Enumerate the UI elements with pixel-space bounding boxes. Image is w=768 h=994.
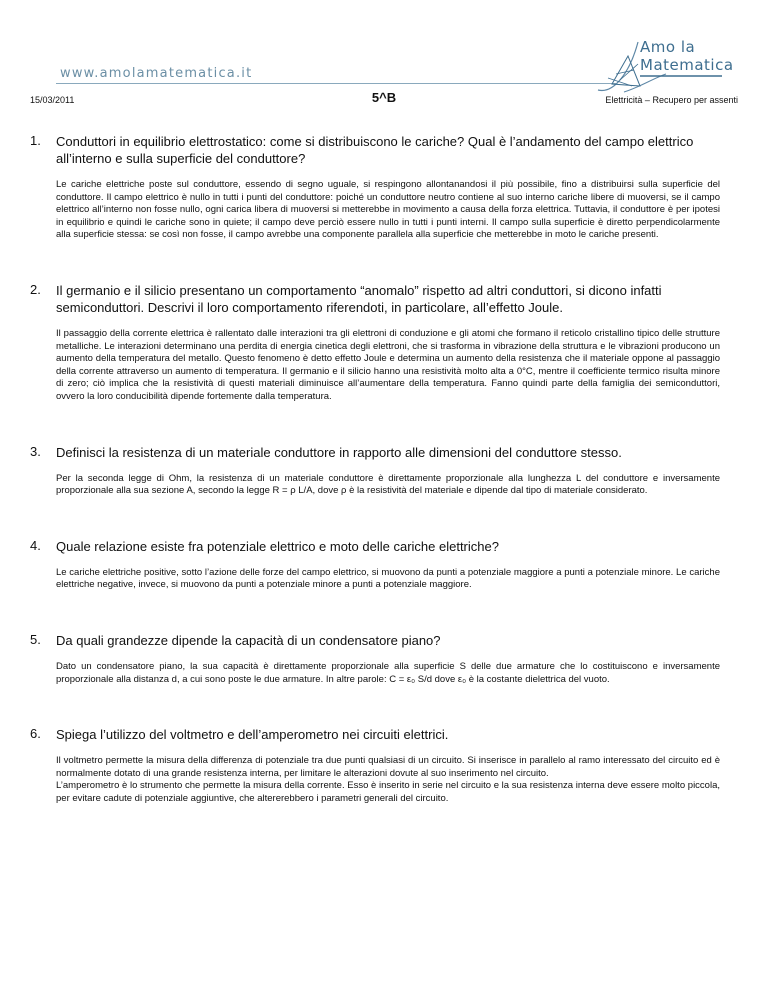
answer-text [56,661,720,686]
site-url: www.amolamatematica.it [60,66,253,81]
questions-list [30,133,720,845]
page-header [0,0,768,120]
answer-text [56,328,720,404]
question-text: Il germanio e il silicio presentano un comportamento “anomalo” rispetto ad altri conduttori, si dicono infatti semiconduttori. Descrivi il loro comportamento riferendoti, in particolare, all’effetto Joule. [56,282,662,315]
question-item [30,538,720,592]
question-number: 6. [30,726,41,742]
question-item [30,282,720,404]
amo-la-matematica-logo [594,34,734,96]
answer-text [56,473,720,498]
answer-paragraph: Il voltmetro permette la misura della differenza di potenziale tra due punti qualsiasi di un circuito. Si inserisce in parallelo al ramo interessato del circuito ed è normalmente dotato di una grande resistenza interna, per limitare le alterazioni dovute al suo inserimento nel circuito. [56,755,720,779]
question-number: 3. [30,443,41,459]
document-subject: Elettricità – Recupero per assenti [605,95,738,105]
answer-paragraph: Dato un condensatore piano, la sua capacità è direttamente proporzionale alla superficie S delle due armature che lo costituiscono e inversamente proporzionale alla distanza d, a cui sono poste le due armature. In altre parole: C = ε₀ S/d dove ε₀ è la costante dielettrica del vuoto. [56,660,720,685]
question-number: 5. [30,631,41,647]
logo-text-line2: Matematica [640,56,734,74]
question-item [30,444,720,498]
answer-text [56,179,720,242]
question-text: Quale relazione esiste fra potenziale elettrico e moto delle cariche elettriche? [56,538,499,554]
question-text: Spiega l’utilizzo del voltmetro e dell’amperometro nei circuiti elettrici. [56,727,449,743]
document-date: 15/03/2011 [30,95,75,105]
answer-paragraph: Per la seconda legge di Ohm, la resistenza di un materiale conduttore è direttamente proporzionale alla lunghezza L del conduttore e inversamente proporzionale alla sua sezione A, secondo la legge R = ρ L/A, dove ρ è la resistività del materiale e dipende dal tipo di materiale considerato. [56,472,720,497]
question-number: 4. [30,537,41,553]
answer-paragraph: Le cariche elettriche positive, sotto l’azione delle forze del campo elettrico, si muovono da punti a potenziale maggiore a punti a potenziale minore. Le cariche elettriche negative, invece, si muovono da punti a potenziale minore a punti a potenziale maggiore. [56,566,720,591]
answer-text [56,567,720,592]
question-item [30,133,720,242]
question-item [30,632,720,686]
logo-text-line1: Amo la [640,38,696,56]
question-number: 2. [30,281,41,297]
class-label: 5^B [371,90,397,105]
question-text: Da quali grandezze dipende la capacità di un condensatore piano? [56,632,441,648]
question-text: Definisci la resistenza di un materiale conduttore in rapporto alle dimensioni del conduttore stesso. [56,444,622,460]
answer-text [56,755,720,805]
question-item [30,726,720,805]
question-number: 1. [30,133,41,148]
header-divider [56,83,616,84]
answer-paragraph: Il passaggio della corrente elettrica è rallentato dalle interazioni tra gli elettroni di conduzione e gli atomi che formano il reticolo cristallino tipico delle strutture metalliche. Le interazioni determinano una perdita di energia cinetica degli elettroni, che si trasforma in vibrazione della struttura e le vibrazioni producono un aumento della temperatura del metallo. Questo fenomeno è detto effetto Joule e determina un aumento della resistenza che il materiale oppone al passaggio della corrente attraverso un aumento di temperatura. Il germanio e il silicio hanno una resistività molto alta a 0°C, mentre il coefficiente termico risulta minore di zero; ciò implica che la resistività di questi materiali diminuisce all’aumentare della temperatura. Fanno quindi parte della famiglia dei semiconduttori, ovvero la loro conducibilità dipende fortemente dalla temperatura. [56,327,720,402]
answer-paragraph: L’amperometro è lo strumento che permette la misura della corrente. Esso è inserito in serie nel circuito e la sua resistenza interna deve essere molto piccola, per evitare cadute di potenziale aggiuntive, che altererebbero i parametri generali del circuito. [56,780,720,804]
question-text: Conduttori in equilibrio elettrostatico: come si distribuiscono le cariche? Qual è l’andamento del campo elettrico all’interno e sulla superficie del conduttore? [56,134,694,166]
answer-paragraph: Le cariche elettriche poste sul conduttore, essendo di segno uguale, si respingono allontanandosi il più possibile, fino a distribuirsi sulla superficie del conduttore. Il campo elettrico è nullo in tutti i punti del conduttore: poiché un conduttore neutro contiene al suo interno cariche libere di muoversi, se il campo elettrico all’interno non fosse nullo, ogni carica libera di muoversi si metterebbe in movimento a causa della forza elettrica. Tuttavia, il conduttore è per ipotesi in equilibrio e quindi le cariche sono in quiete; il campo deve perciò essere nullo in tutti i punti interni. Il campo sulla superficie è diretto perpendicolarmente alla superficie stessa: se così non fosse, il campo avrebbe una componente parallela alla superficie che metterebbe in moto le cariche presenti. [56,179,720,241]
